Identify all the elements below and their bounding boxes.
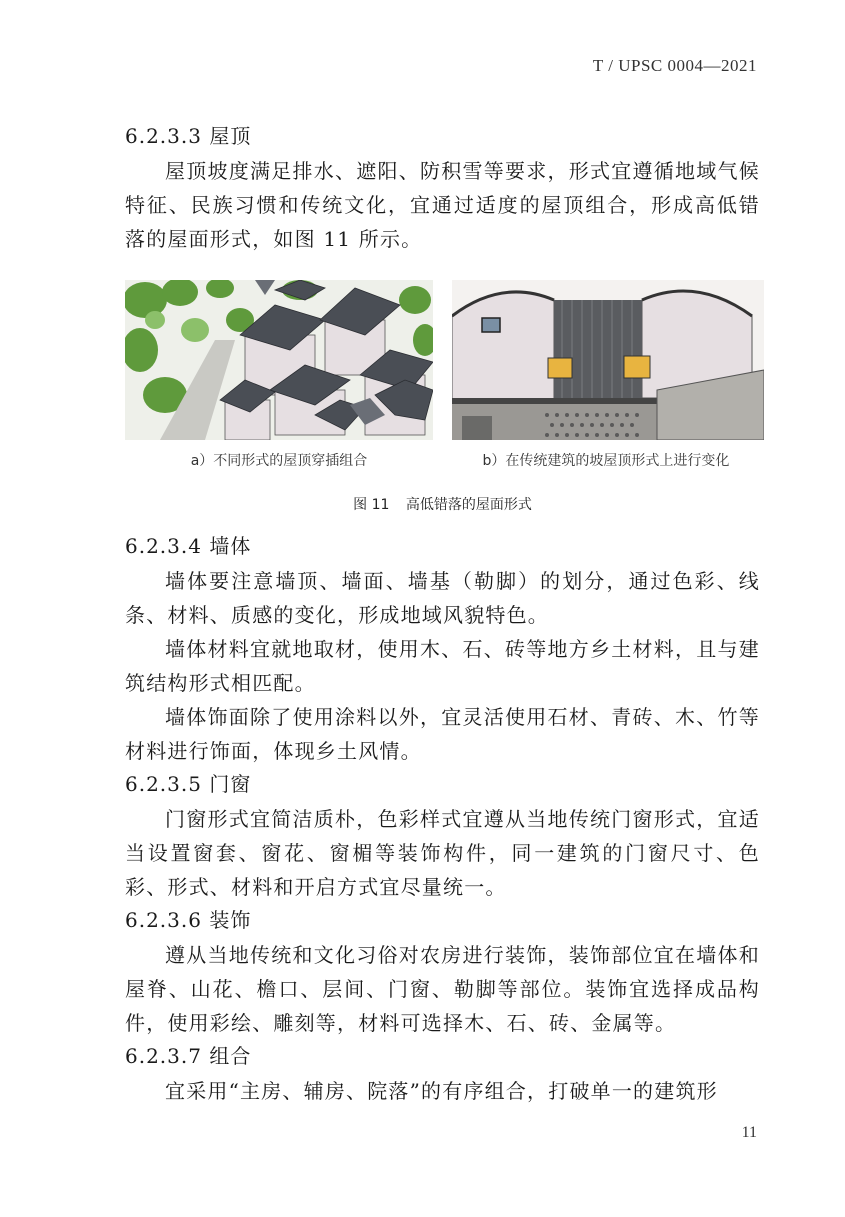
roof-combination-sketch [125, 280, 433, 440]
section-heading-roof: 6.2.3.3 屋顶 [125, 124, 252, 148]
paragraph: 墙体材料宜就地取材，使用木、石、砖等地方乡土材料，且与建筑结构形式相匹配。 [125, 637, 760, 695]
figure-title [125, 494, 760, 514]
section-heading-wall: 6.2.3.4 墙体 [125, 534, 252, 558]
page-content [125, 120, 760, 1108]
paragraph: 墙体饰面除了使用涂料以外，宜灵活使用石材、青砖、木、竹等材料进行饰面，体现乡土风情。 [125, 705, 760, 763]
section-heading-doors: 6.2.3.5 门窗 [125, 772, 252, 796]
section-heading-combination: 6.2.3.7 组合 [125, 1044, 252, 1068]
paragraph: 墙体要注意墙顶、墙面、墙基（勒脚）的划分，通过色彩、线条、材料、质感的变化，形成地域风貌特色。 [125, 569, 760, 627]
page-number: 11 [741, 1124, 757, 1141]
figure-caption-a: a）不同形式的屋顶穿插组合 [190, 453, 368, 469]
figure-b [452, 280, 760, 470]
paragraph: 遵从当地传统和文化习俗对农房进行装饰，装饰部位宜在墙体和屋脊、山花、檐口、层间、门窗、勒脚等部位。装饰宜选择成品构件，使用彩绘、雕刻等，材料可选择木、石、砖、金属等。 [125, 943, 760, 1035]
section-heading-decoration: 6.2.3.6 装饰 [125, 908, 252, 932]
paragraph: 屋顶坡度满足排水、遮阳、防积雪等要求，形式宜遵循地域气候特征、民族习惯和传统文化，宜通过适度的屋顶组合，形成高低错落的屋面形式，如图 11 所示。 [125, 159, 760, 251]
sloped-roof-variation-photo [452, 280, 764, 440]
paragraph: 宜采用“主房、辅房、院落”的有序组合，打破单一的建筑形 [165, 1079, 718, 1103]
figure-11 [125, 280, 760, 470]
document-code: T / UPSC 0004—2021 [592, 56, 757, 75]
figure-number: 图 11 [353, 497, 390, 513]
figure-a [125, 280, 433, 470]
paragraph: 门窗形式宜简洁质朴，色彩样式宜遵从当地传统门窗形式，宜适当设置窗套、窗花、窗楣等装饰构件，同一建筑的门窗尺寸、色彩、形式、材料和开启方式宜尽量统一。 [125, 807, 760, 899]
figure-title-text: 高低错落的屋面形式 [405, 497, 532, 513]
figure-caption-b: b）在传统建筑的坡屋顶形式上进行变化 [482, 453, 730, 469]
